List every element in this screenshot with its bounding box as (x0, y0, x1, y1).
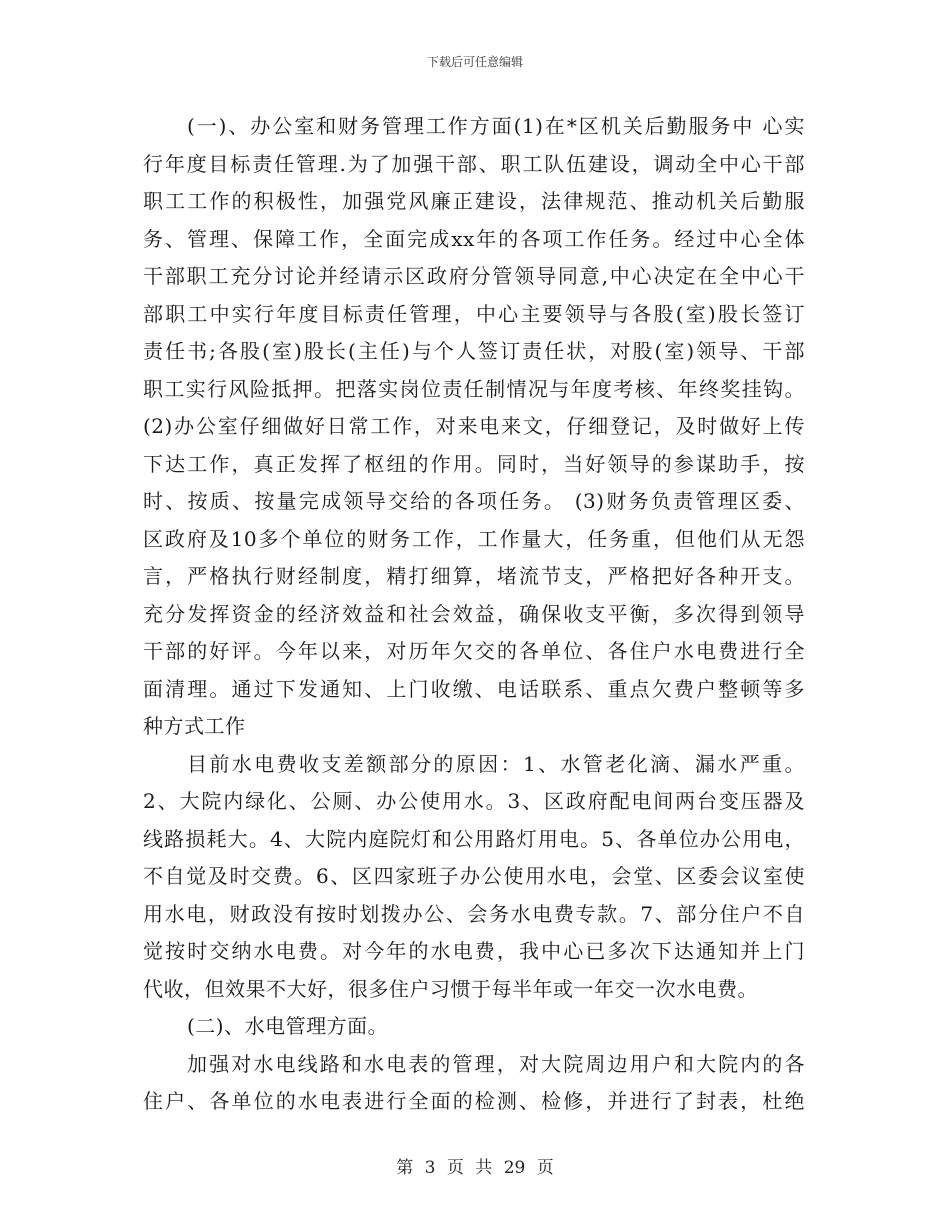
text-line: 住户、各单位的水电表进行全面的检测、检修，并进行了封表，杜绝 (143, 1089, 805, 1113)
text-line: 下达工作，真正发挥了枢纽的作用。同时，当好领导的参谋助手，按 (143, 451, 805, 476)
text-line: 干部职工充分讨论并经请示区政府分管领导同意,中心决定在全中心干 (143, 264, 805, 288)
text-line: 线路损耗大。4、大院内庭院灯和公用路灯用电。5、各单位办公用电， (143, 826, 805, 851)
text-line: (2)办公室仔细做好日常工作，对来电来文，仔细登记，及时做好上传 (143, 414, 805, 438)
text-line: 面清理。通过下发通知、上门收缴、电话联系、重点欠费户整顿等多 (143, 676, 805, 701)
text-line: 目前水电费收支差额部分的原因：1、水管老化滴、漏水严重。 (187, 751, 805, 776)
text-line: 时、按质、按量完成领导交给的各项任务。 (3)财务负责管理区委、 (143, 489, 805, 513)
text-line: 代收，但效果不大好，很多住户习惯于每半年或一年交一次水电费。 (143, 976, 758, 1001)
text-line: 行年度目标责任管理.为了加强干部、职工队伍建设，调动全中心干部 (143, 151, 805, 176)
paragraph-1 (143, 108, 805, 746)
text-line: (二)、水电管理方面。 (187, 1014, 389, 1038)
page-header: 下载后可任意编辑 (426, 55, 523, 69)
paragraph-2 (143, 746, 805, 1009)
text-line: 不自觉及时交费。6、区四家班子办公使用水电，会堂、区委会议室使 (143, 864, 805, 888)
text-line: 职工工作的积极性，加强党风廉正建设，法律规范、推动机关后勤服 (143, 189, 805, 213)
text-line: 言，严格执行财经制度，精打细算，堵流节支，严格把好各种开支。 (143, 564, 805, 588)
section-heading (143, 1008, 805, 1046)
text-line: 种方式工作 (143, 714, 246, 738)
text-line: 区政府及10多个单位的财务工作，工作量大，任务重，但他们从无怨 (143, 526, 805, 551)
paragraph-3 (143, 1046, 805, 1121)
text-line: 职工实行风险抵押。把落实岗位责任制情况与年度考核、年终奖挂钩。 (143, 376, 805, 401)
document-body (143, 108, 805, 1121)
text-line: 用水电，财政没有按时划拨办公、会务水电费专款。7、部分住户不自 (143, 901, 805, 926)
text-line: 觉按时交纳水电费。对今年的水电费，我中心已多次下达通知并上门 (143, 939, 805, 963)
text-line: 加强对水电线路和水电表的管理，对大院周边用户和大院内的各 (187, 1051, 805, 1076)
text-line: 干部的好评。今年以来，对历年欠交的各单位、各住户水电费进行全 (143, 639, 805, 663)
text-line: 责任书;各股(室)股长(主任)与个人签订责任状，对股(室)领导、干部 (143, 339, 805, 363)
text-line: 部职工中实行年度目标责任管理，中心主要领导与各股(室)股长签订 (143, 301, 805, 326)
text-line: 务、管理、保障工作，全面完成xx年的各项工作任务。经过中心全体 (143, 226, 805, 251)
page-number: 第 3 页 共 29 页 (396, 1158, 554, 1178)
text-line: 2、大院内绿化、公厕、办公使用水。3、区政府配电间两台变压器及 (143, 789, 805, 813)
text-line: (一)、办公室和财务管理工作方面(1)在*区机关后勤服务中 心实 (187, 114, 805, 138)
text-line: 充分发挥资金的经济效益和社会效益，确保收支平衡，多次得到领导 (143, 601, 805, 626)
